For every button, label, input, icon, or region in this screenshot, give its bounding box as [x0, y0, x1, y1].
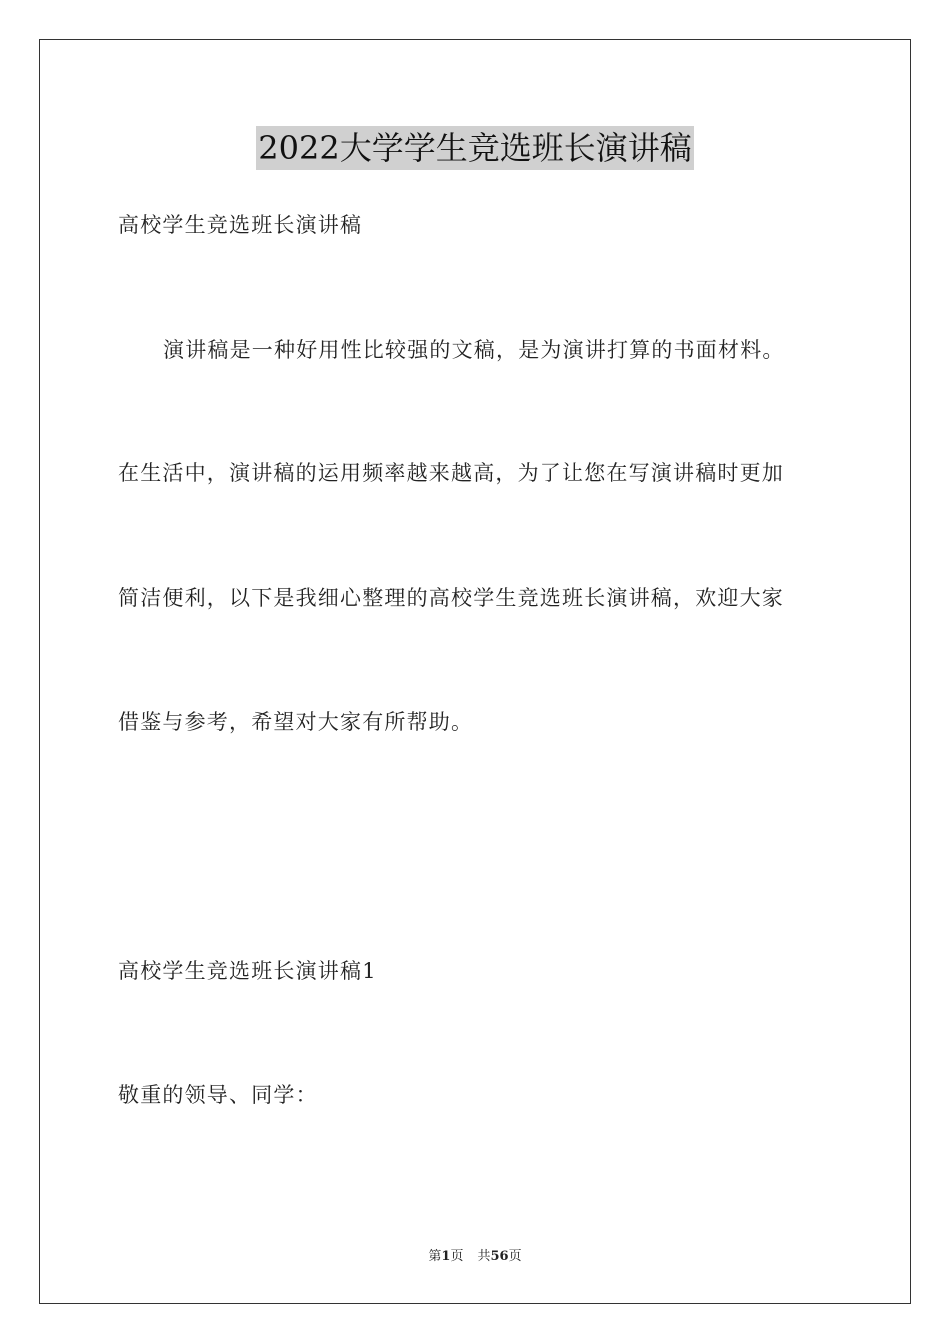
- document-title: 2022大学学生竞选班长演讲稿: [256, 126, 693, 170]
- paragraph-line: 借鉴与参考，希望对大家有所帮助。: [118, 710, 474, 734]
- paragraph-line: 简洁便利，以下是我细心整理的高校学生竞选班长演讲稿，欢迎大家: [118, 586, 784, 610]
- total-prefix: 共: [477, 1249, 491, 1264]
- paragraph-line: 演讲稿是一种好用性比较强的文稿，是为演讲打算的书面材料。: [163, 338, 785, 362]
- section-heading: 高校学生竞选班长演讲稿1: [118, 959, 377, 983]
- page-number: 1: [441, 1249, 451, 1264]
- page-suffix: 页: [450, 1249, 464, 1264]
- total-suffix: 页: [508, 1249, 522, 1264]
- greeting: 敬重的领导、同学：: [118, 1083, 318, 1107]
- total-pages: 56: [490, 1249, 509, 1264]
- page-prefix: 第: [428, 1249, 442, 1264]
- paragraph-line: 在生活中，演讲稿的运用频率越来越高，为了让您在写演讲稿时更加: [118, 461, 784, 485]
- document-subtitle: 高校学生竞选班长演讲稿: [118, 213, 363, 237]
- title-container: [0, 126, 950, 170]
- page-footer: [0, 1248, 950, 1266]
